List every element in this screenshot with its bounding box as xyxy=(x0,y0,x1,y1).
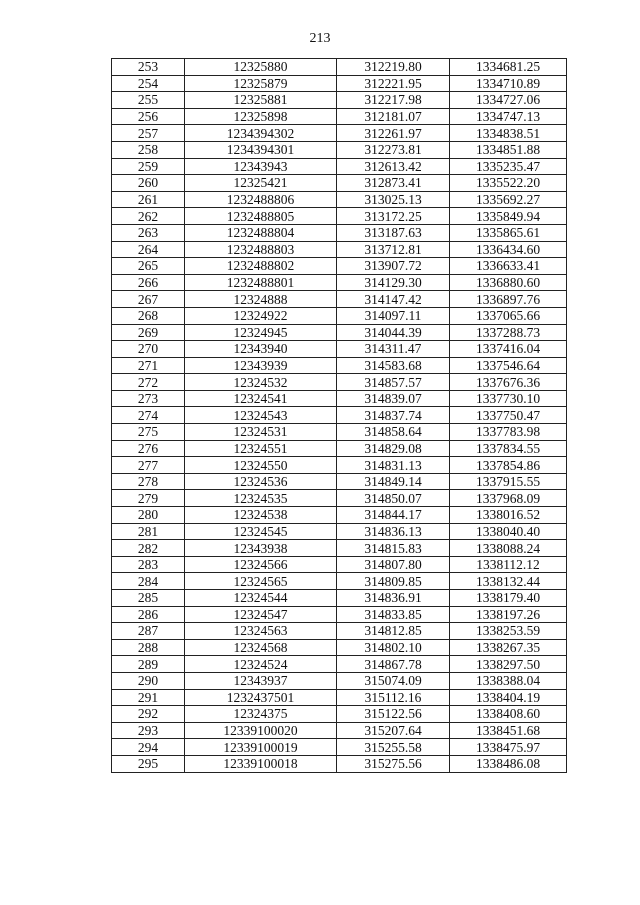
point-number-cell: 259 xyxy=(112,158,185,175)
point-id-cell: 12324551 xyxy=(185,440,337,457)
table-row xyxy=(112,241,567,258)
x-coordinate-cell: 314837.74 xyxy=(337,407,450,424)
y-coordinate-cell: 1336434.60 xyxy=(450,241,567,258)
y-coordinate-cell: 1334727.06 xyxy=(450,92,567,109)
table-row xyxy=(112,374,567,391)
point-number-cell: 266 xyxy=(112,274,185,291)
point-number-cell: 255 xyxy=(112,92,185,109)
y-coordinate-cell: 1337783.98 xyxy=(450,424,567,441)
point-id-cell: 12343938 xyxy=(185,540,337,557)
x-coordinate-cell: 315122.56 xyxy=(337,706,450,723)
point-id-cell: 12325880 xyxy=(185,59,337,76)
point-id-cell: 12324375 xyxy=(185,706,337,723)
x-coordinate-cell: 313172.25 xyxy=(337,208,450,225)
table-row xyxy=(112,175,567,192)
y-coordinate-cell: 1336633.41 xyxy=(450,258,567,275)
point-number-cell: 265 xyxy=(112,258,185,275)
table-row xyxy=(112,274,567,291)
point-id-cell: 1234394301 xyxy=(185,141,337,158)
point-number-cell: 295 xyxy=(112,755,185,772)
x-coordinate-cell: 314850.07 xyxy=(337,490,450,507)
point-number-cell: 286 xyxy=(112,606,185,623)
y-coordinate-cell: 1334681.25 xyxy=(450,59,567,76)
x-coordinate-cell: 312181.07 xyxy=(337,108,450,125)
x-coordinate-cell: 314807.80 xyxy=(337,556,450,573)
point-number-cell: 256 xyxy=(112,108,185,125)
table-row xyxy=(112,424,567,441)
x-coordinate-cell: 314802.10 xyxy=(337,639,450,656)
table-row xyxy=(112,507,567,524)
table-row xyxy=(112,755,567,772)
point-number-cell: 273 xyxy=(112,390,185,407)
point-number-cell: 269 xyxy=(112,324,185,341)
x-coordinate-cell: 314867.78 xyxy=(337,656,450,673)
x-coordinate-cell: 313187.63 xyxy=(337,224,450,241)
point-id-cell: 1232488806 xyxy=(185,191,337,208)
x-coordinate-cell: 314829.08 xyxy=(337,440,450,457)
y-coordinate-cell: 1334710.89 xyxy=(450,75,567,92)
table-row xyxy=(112,590,567,607)
x-coordinate-cell: 314857.57 xyxy=(337,374,450,391)
x-coordinate-cell: 312217.98 xyxy=(337,92,450,109)
table-row xyxy=(112,556,567,573)
point-number-cell: 288 xyxy=(112,639,185,656)
point-id-cell: 12324543 xyxy=(185,407,337,424)
table-row xyxy=(112,407,567,424)
point-id-cell: 1232437501 xyxy=(185,689,337,706)
x-coordinate-cell: 314844.17 xyxy=(337,507,450,524)
y-coordinate-cell: 1337750.47 xyxy=(450,407,567,424)
table-row xyxy=(112,208,567,225)
point-id-cell: 12325421 xyxy=(185,175,337,192)
point-id-cell: 12324544 xyxy=(185,590,337,607)
point-id-cell: 1232488802 xyxy=(185,258,337,275)
table-row xyxy=(112,606,567,623)
point-number-cell: 277 xyxy=(112,457,185,474)
y-coordinate-cell: 1337676.36 xyxy=(450,374,567,391)
table-row xyxy=(112,224,567,241)
y-coordinate-cell: 1337065.66 xyxy=(450,307,567,324)
page-number: 213 xyxy=(309,31,331,46)
point-number-cell: 274 xyxy=(112,407,185,424)
point-id-cell: 12343943 xyxy=(185,158,337,175)
point-id-cell: 12325898 xyxy=(185,108,337,125)
y-coordinate-cell: 1337968.09 xyxy=(450,490,567,507)
y-coordinate-cell: 1338040.40 xyxy=(450,523,567,540)
point-number-cell: 294 xyxy=(112,739,185,756)
point-number-cell: 275 xyxy=(112,424,185,441)
y-coordinate-cell: 1336897.76 xyxy=(450,291,567,308)
x-coordinate-cell: 313907.72 xyxy=(337,258,450,275)
y-coordinate-cell: 1335522.20 xyxy=(450,175,567,192)
table-row xyxy=(112,639,567,656)
y-coordinate-cell: 1337834.55 xyxy=(450,440,567,457)
x-coordinate-cell: 314044.39 xyxy=(337,324,450,341)
point-number-cell: 258 xyxy=(112,141,185,158)
point-id-cell: 12324565 xyxy=(185,573,337,590)
point-number-cell: 292 xyxy=(112,706,185,723)
point-number-cell: 267 xyxy=(112,291,185,308)
table-row xyxy=(112,573,567,590)
point-number-cell: 261 xyxy=(112,191,185,208)
table-row xyxy=(112,440,567,457)
point-id-cell: 12324524 xyxy=(185,656,337,673)
point-id-cell: 1232488804 xyxy=(185,224,337,241)
x-coordinate-cell: 314583.68 xyxy=(337,357,450,374)
point-number-cell: 283 xyxy=(112,556,185,573)
table-body xyxy=(112,59,567,773)
point-id-cell: 12324550 xyxy=(185,457,337,474)
y-coordinate-cell: 1338408.60 xyxy=(450,706,567,723)
x-coordinate-cell: 314836.13 xyxy=(337,523,450,540)
point-id-cell: 12324563 xyxy=(185,623,337,640)
y-coordinate-cell: 1334838.51 xyxy=(450,125,567,142)
table-row xyxy=(112,706,567,723)
point-number-cell: 262 xyxy=(112,208,185,225)
x-coordinate-cell: 314849.14 xyxy=(337,473,450,490)
x-coordinate-cell: 314839.07 xyxy=(337,390,450,407)
point-number-cell: 270 xyxy=(112,341,185,358)
y-coordinate-cell: 1337730.10 xyxy=(450,390,567,407)
y-coordinate-cell: 1335235.47 xyxy=(450,158,567,175)
y-coordinate-cell: 1334851.88 xyxy=(450,141,567,158)
table-row xyxy=(112,324,567,341)
table-row xyxy=(112,158,567,175)
y-coordinate-cell: 1338297.50 xyxy=(450,656,567,673)
point-id-cell: 12343939 xyxy=(185,357,337,374)
table-row xyxy=(112,390,567,407)
y-coordinate-cell: 1337288.73 xyxy=(450,324,567,341)
table-row xyxy=(112,473,567,490)
point-number-cell: 282 xyxy=(112,540,185,557)
point-number-cell: 271 xyxy=(112,357,185,374)
point-number-cell: 279 xyxy=(112,490,185,507)
point-number-cell: 284 xyxy=(112,573,185,590)
table-row xyxy=(112,357,567,374)
table-row xyxy=(112,258,567,275)
x-coordinate-cell: 312273.81 xyxy=(337,141,450,158)
table-row xyxy=(112,108,567,125)
x-coordinate-cell: 314836.91 xyxy=(337,590,450,607)
x-coordinate-cell: 314815.83 xyxy=(337,540,450,557)
y-coordinate-cell: 1338197.26 xyxy=(450,606,567,623)
point-number-cell: 268 xyxy=(112,307,185,324)
table-row xyxy=(112,307,567,324)
x-coordinate-cell: 312613.42 xyxy=(337,158,450,175)
y-coordinate-cell: 1337915.55 xyxy=(450,473,567,490)
y-coordinate-cell: 1338388.04 xyxy=(450,672,567,689)
point-id-cell: 12324531 xyxy=(185,424,337,441)
table-row xyxy=(112,623,567,640)
y-coordinate-cell: 1338253.59 xyxy=(450,623,567,640)
x-coordinate-cell: 312221.95 xyxy=(337,75,450,92)
table-row xyxy=(112,672,567,689)
x-coordinate-cell: 314147.42 xyxy=(337,291,450,308)
point-number-cell: 264 xyxy=(112,241,185,258)
y-coordinate-cell: 1335692.27 xyxy=(450,191,567,208)
table-row xyxy=(112,523,567,540)
y-coordinate-cell: 1336880.60 xyxy=(450,274,567,291)
point-id-cell: 12343940 xyxy=(185,341,337,358)
table-row xyxy=(112,457,567,474)
table-row xyxy=(112,191,567,208)
y-coordinate-cell: 1338088.24 xyxy=(450,540,567,557)
y-coordinate-cell: 1338486.08 xyxy=(450,755,567,772)
table-row xyxy=(112,722,567,739)
point-number-cell: 289 xyxy=(112,656,185,673)
point-id-cell: 12324566 xyxy=(185,556,337,573)
x-coordinate-cell: 315112.16 xyxy=(337,689,450,706)
x-coordinate-cell: 314833.85 xyxy=(337,606,450,623)
y-coordinate-cell: 1335849.94 xyxy=(450,208,567,225)
point-id-cell: 12324535 xyxy=(185,490,337,507)
x-coordinate-cell: 315275.56 xyxy=(337,755,450,772)
x-coordinate-cell: 314812.85 xyxy=(337,623,450,640)
point-number-cell: 290 xyxy=(112,672,185,689)
point-id-cell: 1234394302 xyxy=(185,125,337,142)
point-number-cell: 281 xyxy=(112,523,185,540)
x-coordinate-cell: 314311.47 xyxy=(337,341,450,358)
point-number-cell: 291 xyxy=(112,689,185,706)
table-row xyxy=(112,490,567,507)
y-coordinate-cell: 1338404.19 xyxy=(450,689,567,706)
point-number-cell: 276 xyxy=(112,440,185,457)
point-number-cell: 260 xyxy=(112,175,185,192)
y-coordinate-cell: 1337416.04 xyxy=(450,341,567,358)
point-number-cell: 280 xyxy=(112,507,185,524)
x-coordinate-cell: 314831.13 xyxy=(337,457,450,474)
coordinates-table xyxy=(111,58,567,773)
y-coordinate-cell: 1338132.44 xyxy=(450,573,567,590)
point-id-cell: 12324545 xyxy=(185,523,337,540)
point-id-cell: 12324536 xyxy=(185,473,337,490)
point-id-cell: 12324538 xyxy=(185,507,337,524)
y-coordinate-cell: 1335865.61 xyxy=(450,224,567,241)
y-coordinate-cell: 1338016.52 xyxy=(450,507,567,524)
table-row xyxy=(112,656,567,673)
x-coordinate-cell: 315074.09 xyxy=(337,672,450,689)
point-id-cell: 1232488803 xyxy=(185,241,337,258)
table-row xyxy=(112,125,567,142)
y-coordinate-cell: 1338475.97 xyxy=(450,739,567,756)
point-id-cell: 12324568 xyxy=(185,639,337,656)
point-id-cell: 12324945 xyxy=(185,324,337,341)
point-id-cell: 12343937 xyxy=(185,672,337,689)
point-id-cell: 12325881 xyxy=(185,92,337,109)
x-coordinate-cell: 314129.30 xyxy=(337,274,450,291)
x-coordinate-cell: 314858.64 xyxy=(337,424,450,441)
x-coordinate-cell: 315255.58 xyxy=(337,739,450,756)
table-row xyxy=(112,341,567,358)
point-id-cell: 12324922 xyxy=(185,307,337,324)
y-coordinate-cell: 1338112.12 xyxy=(450,556,567,573)
x-coordinate-cell: 315207.64 xyxy=(337,722,450,739)
point-id-cell: 12324888 xyxy=(185,291,337,308)
table-row xyxy=(112,689,567,706)
x-coordinate-cell: 312219.80 xyxy=(337,59,450,76)
x-coordinate-cell: 312261.97 xyxy=(337,125,450,142)
table-row xyxy=(112,141,567,158)
point-number-cell: 257 xyxy=(112,125,185,142)
point-id-cell: 12325879 xyxy=(185,75,337,92)
table-row xyxy=(112,75,567,92)
point-number-cell: 272 xyxy=(112,374,185,391)
point-id-cell: 1232488801 xyxy=(185,274,337,291)
x-coordinate-cell: 313025.13 xyxy=(337,191,450,208)
point-number-cell: 254 xyxy=(112,75,185,92)
table-row xyxy=(112,59,567,76)
point-id-cell: 12324541 xyxy=(185,390,337,407)
y-coordinate-cell: 1338451.68 xyxy=(450,722,567,739)
y-coordinate-cell: 1337546.64 xyxy=(450,357,567,374)
y-coordinate-cell: 1337854.86 xyxy=(450,457,567,474)
x-coordinate-cell: 314809.85 xyxy=(337,573,450,590)
table-row xyxy=(112,291,567,308)
table-row xyxy=(112,540,567,557)
point-number-cell: 293 xyxy=(112,722,185,739)
point-number-cell: 287 xyxy=(112,623,185,640)
point-id-cell: 1232488805 xyxy=(185,208,337,225)
point-id-cell: 12324532 xyxy=(185,374,337,391)
point-id-cell: 12339100018 xyxy=(185,755,337,772)
y-coordinate-cell: 1338179.40 xyxy=(450,590,567,607)
point-number-cell: 278 xyxy=(112,473,185,490)
y-coordinate-cell: 1334747.13 xyxy=(450,108,567,125)
table-row xyxy=(112,92,567,109)
table-row xyxy=(112,739,567,756)
x-coordinate-cell: 313712.81 xyxy=(337,241,450,258)
point-number-cell: 253 xyxy=(112,59,185,76)
y-coordinate-cell: 1338267.35 xyxy=(450,639,567,656)
x-coordinate-cell: 314097.11 xyxy=(337,307,450,324)
point-id-cell: 12324547 xyxy=(185,606,337,623)
point-number-cell: 263 xyxy=(112,224,185,241)
point-id-cell: 12339100019 xyxy=(185,739,337,756)
x-coordinate-cell: 312873.41 xyxy=(337,175,450,192)
point-id-cell: 12339100020 xyxy=(185,722,337,739)
point-number-cell: 285 xyxy=(112,590,185,607)
